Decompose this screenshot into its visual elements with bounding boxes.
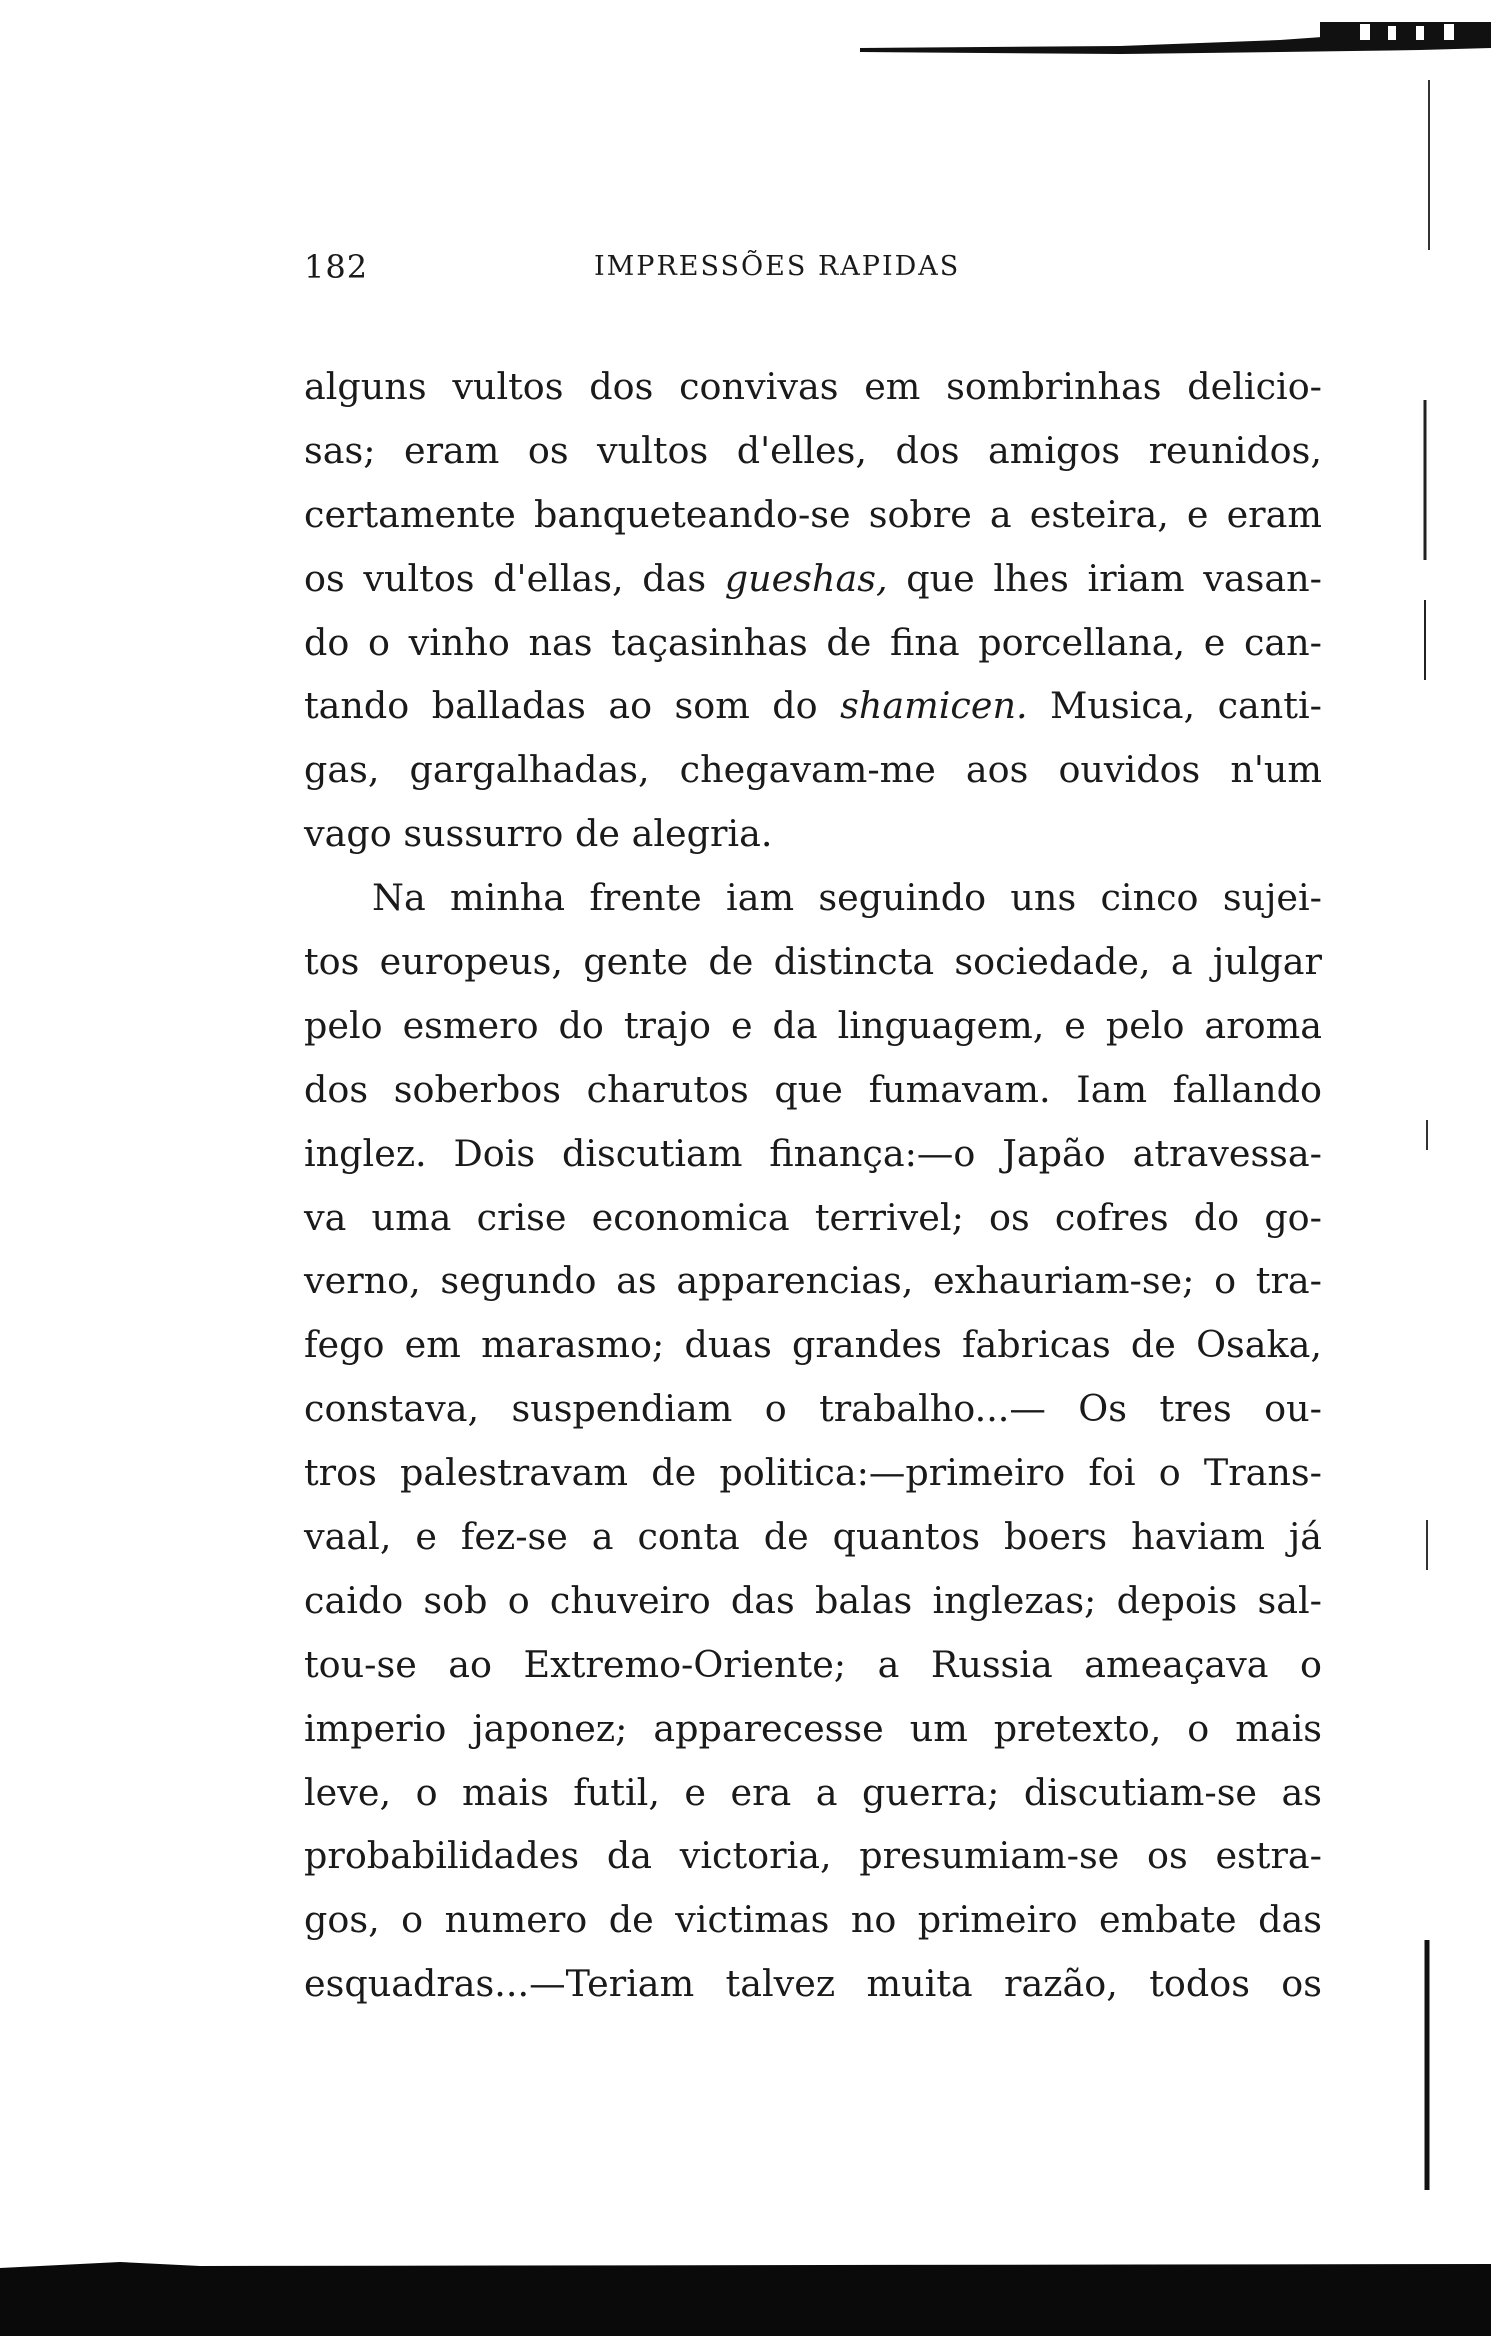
text-line: do o vinho nas taçasinhas de fina porcellana, e can- bbox=[304, 620, 1322, 664]
text-line: vago sussurro de alegria. bbox=[304, 812, 773, 856]
text-line: pelo esmero do trajo e da linguagem, e pelo aroma bbox=[304, 1003, 1322, 1047]
text-line: constava, suspendiam o trabalho...— Os tres ou- bbox=[304, 1387, 1322, 1431]
text-line: dos soberbos charutos que fumavam. Iam fallando bbox=[304, 1067, 1322, 1111]
text-line: certamente banqueteando-se sobre a esteira, e eram bbox=[304, 492, 1322, 536]
text-line: leve, o mais futil, e era a guerra; discutiam-se as bbox=[304, 1770, 1322, 1814]
paragraph bbox=[304, 866, 1322, 2016]
page-header bbox=[304, 248, 1322, 288]
paragraph bbox=[304, 355, 1322, 866]
text-line: caido sob o chuveiro das balas inglezas; depois sal- bbox=[304, 1578, 1322, 1622]
text-segment: tando balladas ao som do bbox=[304, 684, 841, 728]
text-segment: os vultos d'ellas, das bbox=[304, 556, 725, 600]
scan-edge-right bbox=[1421, 40, 1491, 2240]
body-text bbox=[304, 355, 1322, 2016]
text-line bbox=[304, 547, 1322, 611]
text-line: esquadras...—Teriam talvez muita razão, todos os bbox=[304, 1962, 1322, 2006]
text-line: gos, o numero de victimas no primeiro embate das bbox=[304, 1898, 1322, 1942]
scan-edge-top bbox=[860, 18, 1491, 64]
text-line: tos europeus, gente de distincta sociedade, a julgar bbox=[304, 940, 1322, 984]
text-line: tros palestravam de politica:—primeiro foi o Trans- bbox=[304, 1451, 1322, 1495]
text-segment: que lhes iriam vasan- bbox=[887, 556, 1322, 600]
text-line: imperio japonez; apparecesse um pretexto, o mais bbox=[304, 1706, 1322, 1750]
text-line: probabilidades da victoria, presumiam-se os estra- bbox=[304, 1834, 1322, 1878]
page-number: 182 bbox=[304, 248, 369, 286]
text-line: va uma crise economica terrivel; os cofres do go- bbox=[304, 1195, 1322, 1239]
text-line: verno, segundo as apparencias, exhauriam-se; o tra- bbox=[304, 1259, 1322, 1303]
italic-term: shamicen. bbox=[840, 684, 1028, 728]
text-line: Na minha frente iam seguindo uns cinco sujei- bbox=[372, 876, 1322, 920]
text-line: sas; eram os vultos d'elles, dos amigos reunidos, bbox=[304, 428, 1322, 472]
text-line bbox=[304, 674, 1322, 738]
text-line: vaal, e fez-se a conta de quantos boers haviam já bbox=[304, 1515, 1322, 1559]
text-line: tou-se ao Extremo-Oriente; a Russia ameaçava o bbox=[304, 1642, 1322, 1686]
text-line: fego em marasmo; duas grandes fabricas de Osaka, bbox=[304, 1323, 1322, 1367]
scan-edge-bottom bbox=[0, 2256, 1491, 2336]
text-line: inglez. Dois discutiam finança:—o Japão atravessa- bbox=[304, 1131, 1322, 1175]
italic-term: gueshas, bbox=[724, 556, 888, 600]
text-line: alguns vultos dos convivas em sombrinhas delicio- bbox=[304, 365, 1322, 408]
text-segment: Musica, canti- bbox=[1027, 684, 1322, 728]
running-title: IMPRESSÕES RAPIDAS bbox=[594, 251, 961, 282]
text-line: gas, gargalhadas, chegavam-me aos ouvidos n'um bbox=[304, 748, 1322, 792]
